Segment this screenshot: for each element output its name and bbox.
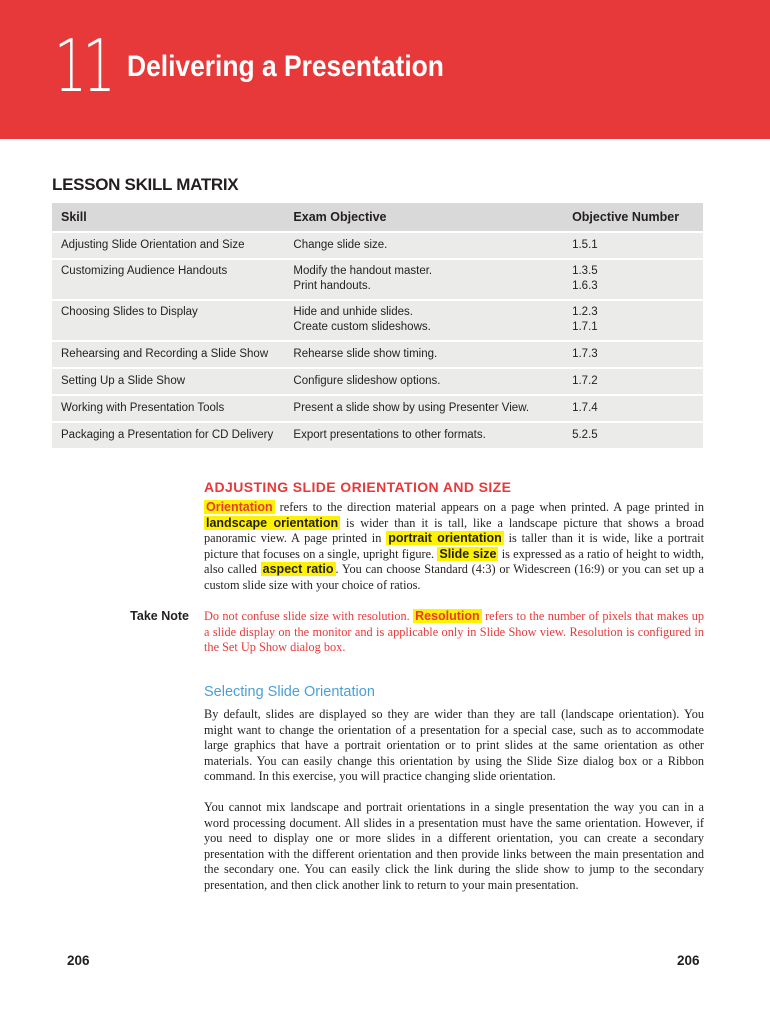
page-number-left: 206 (67, 953, 90, 968)
keyword-slide-size: Slide size (439, 546, 497, 561)
keyword-resolution: Resolution (415, 609, 480, 623)
table-row (52, 395, 703, 422)
table-row (52, 232, 703, 259)
objective-cell: Change slide size. (284, 232, 563, 259)
note-text: refers to the number of pixels that makes up a slide display on the monitor and is applicable only in Slide Show view. Resolution is configured in the Set Up Show dialog box. (204, 609, 704, 655)
page-number-right: 206 (677, 953, 700, 968)
intro-paragraph (204, 500, 704, 594)
objective-cell: Export presentations to other formats. (284, 422, 563, 449)
skill-cell: Rehearsing and Recording a Slide Show (52, 341, 284, 368)
objective-line: Hide and unhide slides. (293, 306, 413, 318)
number-line: 1.7.1 (572, 321, 598, 333)
intro-text: refers to the direction material appears on a page when printed. A page printed in (274, 500, 704, 514)
number-cell (563, 259, 703, 300)
number-line: 1.2.3 (572, 306, 598, 318)
take-note-label: Take Note (130, 609, 189, 623)
table-row (52, 368, 703, 395)
column-header-skill: Skill (52, 203, 284, 232)
section-heading: ADJUSTING SLIDE ORIENTATION AND SIZE (204, 479, 512, 495)
table-header-row (52, 203, 703, 232)
skill-cell: Setting Up a Slide Show (52, 368, 284, 395)
intro-text: is wider than it is tall, like a landscape picture that shows a broad panoramic view. A page printed in (204, 515, 704, 546)
note-text: Do not confuse slide size with resolution. (204, 609, 414, 623)
body-paragraph-2: You cannot mix landscape and portrait orientations in a single presentation the way you can in a word processing document. All slides in a presentation must have the same orientation. However, if you need to display one or more slides in a different orientation, you can create a secondary presentation with the different orientation and then provide links between the main presentation and the secondary one. You can easily click the link during the slide show to jump to the secondary presentation, and then click another link to return to your main presentation. (204, 800, 704, 892)
skill-cell: Customizing Audience Handouts (52, 259, 284, 300)
number-cell: 1.7.4 (563, 395, 703, 422)
table-row (52, 300, 703, 341)
objective-line: Modify the handout master. (293, 265, 433, 277)
objective-line: Print handouts. (293, 280, 371, 292)
number-line: 1.3.5 (572, 265, 598, 277)
keyword-portrait-orientation: portrait orientation (388, 531, 502, 546)
chapter-banner (0, 0, 770, 139)
table-row (52, 259, 703, 300)
column-header-exam-objective: Exam Objective (284, 203, 563, 232)
body-paragraph-1: By default, slides are displayed so they are wider than they are tall (landscape orientation). You might want to change the orientation of a presentation for a special case, such as to accommodate large graphics that have a portrait orientation or to print slides at the same orientation as other materials. You can easily change this orientation by using the Slide Size dialog box or a Ribbon command. In this exercise, you will practice changing slide orientation. (204, 707, 704, 784)
keyword-orientation: Orientation (206, 500, 273, 514)
number-cell (563, 300, 703, 341)
number-cell: 1.7.3 (563, 341, 703, 368)
skill-cell: Adjusting Slide Orientation and Size (52, 232, 284, 259)
number-line: 1.6.3 (572, 280, 598, 292)
skill-cell: Packaging a Presentation for CD Delivery (52, 422, 284, 449)
keyword-landscape-orientation: landscape orientation (206, 515, 339, 530)
number-cell: 1.7.2 (563, 368, 703, 395)
chapter-title: Delivering a Presentation (127, 50, 444, 83)
subsection-heading: Selecting Slide Orientation (204, 684, 375, 700)
intro-text: is expressed as a ratio of height to width, also called (204, 546, 704, 577)
take-note-text (204, 609, 704, 656)
objective-line: Create custom slideshows. (293, 321, 431, 333)
objective-cell (284, 259, 563, 300)
skill-matrix-title: LESSON SKILL MATRIX (52, 175, 239, 194)
objective-cell: Present a slide show by using Presenter View. (284, 395, 563, 422)
intro-text: . You can choose Standard (4:3) or Widescreen (16:9) or you can set up a custom slide size with your choice of ratios. (204, 562, 705, 592)
skill-cell: Choosing Slides to Display (52, 300, 284, 341)
objective-cell: Rehearse slide show timing. (284, 341, 563, 368)
number-cell: 1.5.1 (563, 232, 703, 259)
chapter-number: 11 (54, 24, 112, 108)
objective-cell (284, 300, 563, 341)
table-row (52, 422, 703, 449)
keyword-aspect-ratio: aspect ratio (262, 562, 334, 577)
column-header-objective-number: Objective Number (563, 203, 703, 232)
intro-text: is taller than it is wide, like a portrait picture that focuses on a single, upright figure. (204, 531, 704, 561)
skill-cell: Working with Presentation Tools (52, 395, 284, 422)
number-cell: 5.2.5 (563, 422, 703, 449)
skill-matrix-table (52, 203, 703, 450)
objective-cell: Configure slideshow options. (284, 368, 563, 395)
table-row (52, 341, 703, 368)
